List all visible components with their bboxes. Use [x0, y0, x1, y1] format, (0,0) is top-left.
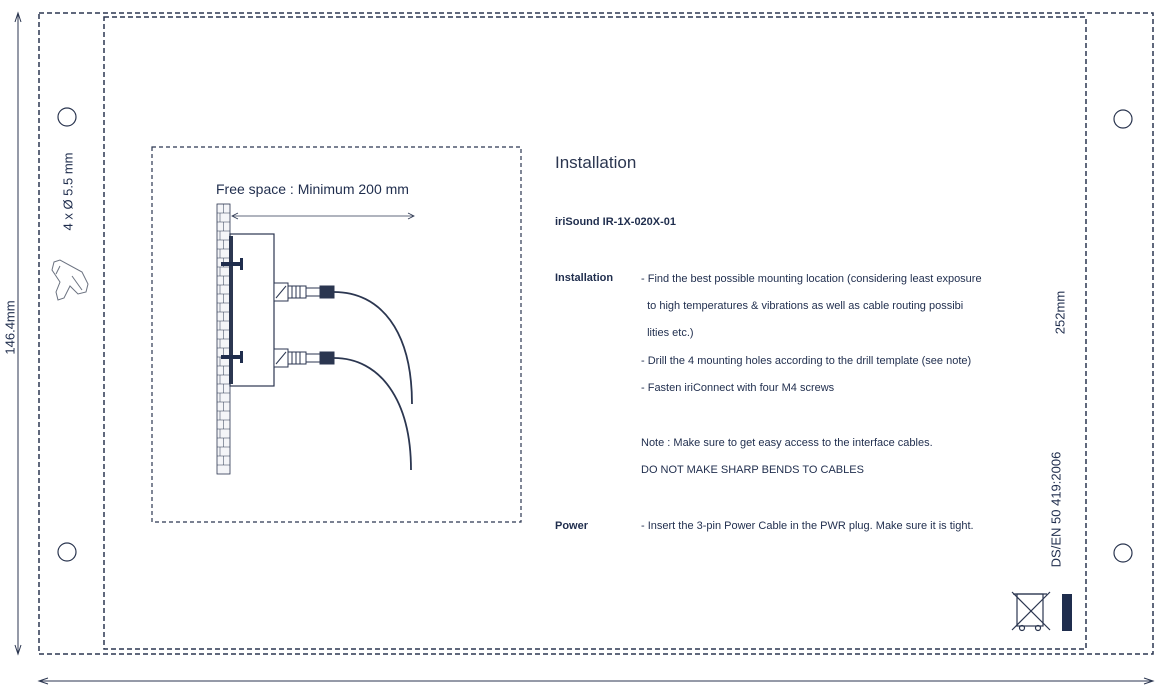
- width-dimension-label: 252mm: [1052, 290, 1068, 335]
- note-line: Note : Make sure to get easy access to the interface cables.: [641, 437, 933, 449]
- cable-bottom: [334, 358, 411, 470]
- mounting-hole-top-left: [58, 108, 76, 126]
- cable-top: [334, 292, 412, 404]
- connector-top: [274, 283, 334, 301]
- installation-line: to high temperatures & vibrations as well as cable routing possibi: [641, 300, 964, 312]
- mounting-hole-bottom-right: [1114, 544, 1132, 562]
- weee-crossed-bin-icon: [1012, 592, 1050, 631]
- diagram-frame: [152, 147, 521, 522]
- free-space-label: Free space : Minimum 200 mm: [216, 181, 409, 197]
- width-dimension-line: [39, 678, 1153, 684]
- installation-line: - Find the best possible mounting location (considering least exposure: [641, 273, 982, 285]
- holes-dimension-label: 4 x Ø 5.5 mm: [60, 152, 76, 231]
- weee-bar: [1062, 594, 1072, 631]
- connector-bottom: [274, 349, 334, 367]
- device-body: [230, 234, 274, 386]
- product-name: iriSound IR-1X-020X-01: [555, 216, 677, 228]
- power-section-label: Power: [555, 520, 589, 532]
- note-line: DO NOT MAKE SHARP BENDS TO CABLES: [641, 464, 864, 476]
- installation-section-label: Installation: [555, 272, 614, 284]
- installation-line: - Drill the 4 mounting holes according to the drill template (see note): [641, 355, 972, 367]
- drill-icon: [52, 260, 88, 300]
- outer-template-border: [39, 13, 1153, 654]
- mounting-hole-bottom-left: [58, 543, 76, 561]
- installation-title: Installation: [555, 153, 637, 172]
- standard-label: DS/EN 50 419:2006: [1048, 451, 1064, 568]
- installation-line: lities etc.): [641, 327, 694, 339]
- height-dimension-label: 146.4mm: [2, 300, 18, 355]
- power-line: - Insert the 3-pin Power Cable in the PWR plug. Make sure it is tight.: [641, 520, 974, 532]
- free-space-arrow: [232, 213, 414, 219]
- device-flange: [229, 236, 233, 384]
- installation-line: - Fasten iriConnect with four M4 screws: [641, 382, 835, 394]
- mounting-hole-top-right: [1114, 110, 1132, 128]
